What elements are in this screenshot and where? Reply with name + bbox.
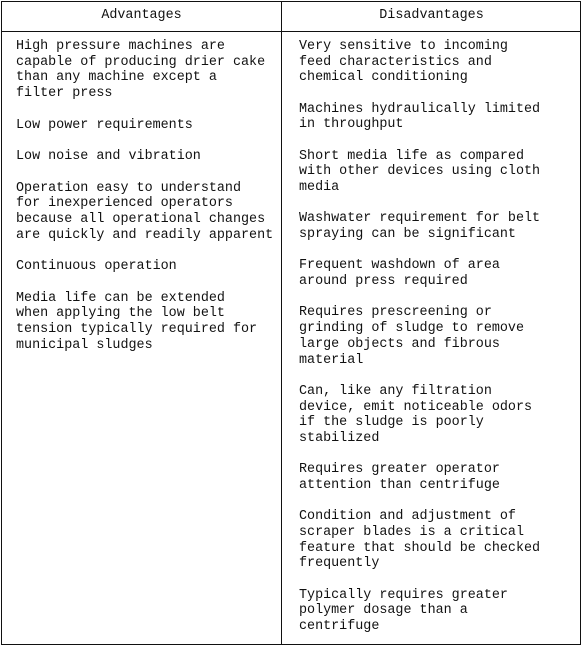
disadvantage-item: Requires greater operator attention than centrifuge (299, 462, 500, 493)
advantage-item: Operation easy to understand for inexperienced operators because all operational changes are quickly and readily apparent (16, 180, 274, 243)
disadvantage-item: Can, like any filtration device, emit noticeable odors if the sludge is poorly stabilized (299, 383, 533, 446)
disadvantage-item: Typically requires greater polymer dosage than a centrifuge (299, 587, 508, 635)
header-divider (2, 31, 580, 32)
advantage-item: High pressure machines are capable of producing drier cake than any machine except a filter press (16, 39, 266, 102)
disadvantages-header: Disadvantages (379, 8, 484, 23)
comparison-table (1, 1, 581, 645)
disadvantages-list (299, 39, 577, 650)
advantage-item: Low power requirements (16, 117, 193, 133)
advantages-header: Advantages (101, 8, 182, 23)
disadvantage-item: Machines hydraulically limited in throughput (299, 101, 541, 133)
advantages-list (16, 39, 278, 369)
disadvantage-item: Condition and adjustment of scraper blades is a critical feature that should be checked frequently (299, 509, 541, 572)
advantage-item: Media life can be extended when applying the low belt tension typically required for municipal sludges (16, 290, 258, 353)
advantage-item: Low noise and vibration (16, 149, 201, 165)
advantage-item: Continuous operation (16, 259, 177, 275)
disadvantage-item: Short media life as compared with other devices using cloth media (299, 148, 541, 196)
disadvantage-item: Frequent washdown of area around press required (299, 258, 500, 290)
column-divider (281, 2, 282, 644)
disadvantage-item: Requires prescreening or grinding of sludge to remove large objects and fibrous material (299, 305, 524, 368)
disadvantage-item: Very sensitive to incoming feed characteristics and chemical conditioning (299, 39, 508, 86)
disadvantage-item: Washwater requirement for belt spraying can be significant (299, 211, 541, 243)
